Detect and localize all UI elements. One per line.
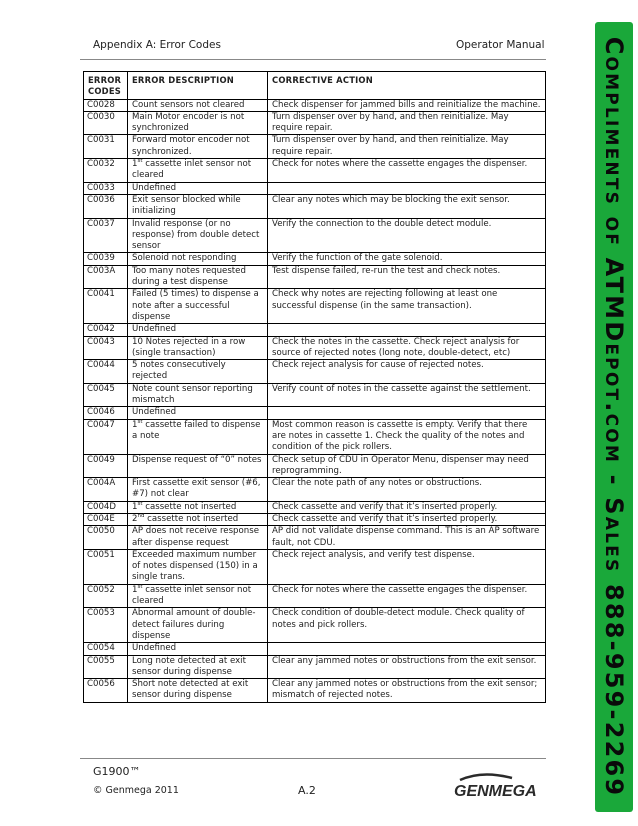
- corrective-action-cell: Check setup of CDU in Operator Menu, dispenser may need reprogramming.: [268, 454, 546, 478]
- header-divider: [80, 59, 546, 60]
- sidebar-banner-text: Compliments of ATMDepot.com - Sales 888-959-2269: [600, 36, 628, 798]
- error-codes-table: [83, 71, 546, 703]
- error-description-cell: Undefined: [128, 324, 268, 336]
- error-description-cell: AP does not receive response after dispense request: [128, 526, 268, 550]
- error-description-cell: Abnormal amount of double-detect failures during dispense: [128, 608, 268, 643]
- error-code-cell: C004D: [84, 501, 128, 513]
- table-row: [84, 135, 546, 159]
- error-description-cell: [128, 501, 268, 513]
- error-code-cell: C0032: [84, 159, 128, 183]
- sidebar-banner: [595, 22, 633, 812]
- table-row: [84, 360, 546, 384]
- table-row: [84, 643, 546, 655]
- table-row: [84, 218, 546, 253]
- error-code-cell: C0052: [84, 584, 128, 608]
- error-description-cell: Exceeded maximum number of notes dispensed (150) in a single trans.: [128, 549, 268, 584]
- genmega-logo: [452, 772, 548, 800]
- corrective-action-cell: Check condition of double-detect module. Check quality of notes and pick rollers.: [268, 608, 546, 643]
- error-code-cell: C0039: [84, 253, 128, 265]
- error-code-cell: C003A: [84, 265, 128, 289]
- error-description-cell: Undefined: [128, 182, 268, 194]
- ordinal-suffix: st: [137, 418, 143, 425]
- table-body: [84, 99, 546, 702]
- error-description-cell: Undefined: [128, 643, 268, 655]
- error-description-cell: Dispense request of “0” notes: [128, 454, 268, 478]
- table-row: [84, 513, 546, 525]
- ordinal-number: 1: [132, 419, 138, 430]
- error-description-cell: Forward motor encoder not synchronized.: [128, 135, 268, 159]
- table-row: [84, 182, 546, 194]
- error-code-cell: C0050: [84, 526, 128, 550]
- description-text: cassette inlet sensor not cleared: [132, 584, 252, 607]
- error-description-cell: [128, 513, 268, 525]
- corrective-action-cell: Test dispense failed, re-run the test and check notes.: [268, 265, 546, 289]
- description-text: cassette not inserted: [144, 513, 239, 524]
- ordinal-suffix: nd: [137, 512, 145, 519]
- table-row: [84, 336, 546, 360]
- column-header-description: ERROR DESCRIPTION: [128, 72, 268, 100]
- error-description-cell: Count sensors not cleared: [128, 99, 268, 111]
- corrective-action-cell: Turn dispenser over by hand, and then reinitialize. May require repair.: [268, 135, 546, 159]
- corrective-action-cell: Verify count of notes in the cassette against the settlement.: [268, 383, 546, 407]
- table-row: [84, 655, 546, 679]
- description-text: cassette inlet sensor not cleared: [132, 159, 252, 181]
- error-description-cell: [128, 159, 268, 183]
- table-row: [84, 584, 546, 608]
- error-code-cell: C0046: [84, 407, 128, 419]
- table-row: [84, 99, 546, 111]
- error-code-cell: C0054: [84, 643, 128, 655]
- table-row: [84, 111, 546, 135]
- description-text: cassette not inserted: [142, 501, 237, 512]
- table-row: [84, 159, 546, 183]
- error-code-cell: C0042: [84, 324, 128, 336]
- table-row: [84, 501, 546, 513]
- error-code-cell: C0045: [84, 383, 128, 407]
- table-row: [84, 289, 546, 324]
- corrective-action-cell: Check dispenser for jammed bills and reinitialize the machine.: [268, 99, 546, 111]
- error-description-cell: 10 Notes rejected in a row (single transaction): [128, 336, 268, 360]
- error-description-cell: Exit sensor blocked while initializing: [128, 194, 268, 218]
- error-description-cell: [128, 419, 268, 454]
- header-section-title: Appendix A: Error Codes: [93, 39, 221, 51]
- corrective-action-cell: [268, 643, 546, 655]
- error-description-cell: First cassette exit sensor (#6, #7) not clear: [128, 478, 268, 502]
- corrective-action-cell: [268, 407, 546, 419]
- logo-text: GENMEGA: [454, 783, 537, 800]
- ordinal-number: 1: [132, 159, 138, 170]
- corrective-action-cell: Check reject analysis for cause of rejected notes.: [268, 360, 546, 384]
- error-description-cell: Solenoid not responding: [128, 253, 268, 265]
- error-code-cell: C0041: [84, 289, 128, 324]
- corrective-action-cell: Verify the connection to the double detect module.: [268, 218, 546, 253]
- footer-divider: [80, 758, 546, 759]
- table-row: [84, 549, 546, 584]
- corrective-action-cell: Check for notes where the cassette engages the dispenser.: [268, 159, 546, 183]
- corrective-action-cell: Clear any jammed notes or obstructions from the exit sensor.: [268, 655, 546, 679]
- table-row: [84, 383, 546, 407]
- table-row: [84, 324, 546, 336]
- error-code-cell: C0030: [84, 111, 128, 135]
- table-row: [84, 454, 546, 478]
- error-code-cell: C004A: [84, 478, 128, 502]
- column-header-action: CORRECTIVE ACTION: [268, 72, 546, 100]
- error-description-cell: [128, 584, 268, 608]
- error-code-cell: C0031: [84, 135, 128, 159]
- error-code-cell: C0028: [84, 99, 128, 111]
- error-code-cell: C0047: [84, 419, 128, 454]
- error-code-cell: C0043: [84, 336, 128, 360]
- corrective-action-cell: AP did not validate dispense command. This is an AP software fault, not CDU.: [268, 526, 546, 550]
- corrective-action-cell: Turn dispenser over by hand, and then reinitialize. May require repair.: [268, 111, 546, 135]
- error-description-cell: Too many notes requested during a test dispense: [128, 265, 268, 289]
- table-row: [84, 407, 546, 419]
- error-code-cell: C0037: [84, 218, 128, 253]
- ordinal-suffix: st: [137, 583, 143, 590]
- corrective-action-cell: Most common reason is cassette is empty. Verify that there are notes in cassette 1. Check the quality of the notes and condition of the pick rollers.: [268, 419, 546, 454]
- header-manual-title: Operator Manual: [456, 39, 545, 51]
- ordinal-suffix: st: [137, 158, 143, 165]
- table-row: [84, 526, 546, 550]
- table-row: [84, 194, 546, 218]
- corrective-action-cell: Clear the note path of any notes or obstructions.: [268, 478, 546, 502]
- table-row: [84, 608, 546, 643]
- column-header-codes: ERROR CODES: [84, 72, 128, 100]
- corrective-action-cell: Clear any notes which may be blocking the exit sensor.: [268, 194, 546, 218]
- footer-model: G1900™: [93, 765, 141, 778]
- corrective-action-cell: Check cassette and verify that it’s inserted properly.: [268, 501, 546, 513]
- table-row: [84, 265, 546, 289]
- corrective-action-cell: Check cassette and verify that it’s inserted properly.: [268, 513, 546, 525]
- table-header-row: [84, 72, 546, 100]
- footer-copyright: © Genmega 2011: [93, 785, 179, 796]
- corrective-action-cell: Check for notes where the cassette engages the dispenser.: [268, 584, 546, 608]
- corrective-action-cell: Check reject analysis, and verify test dispense.: [268, 549, 546, 584]
- error-code-cell: C0049: [84, 454, 128, 478]
- table-row: [84, 419, 546, 454]
- error-code-cell: C0044: [84, 360, 128, 384]
- corrective-action-cell: Clear any jammed notes or obstructions from the exit sensor; mismatch of rejected notes.: [268, 679, 546, 703]
- error-description-cell: Short note detected at exit sensor during dispense: [128, 679, 268, 703]
- ordinal-number: 2: [132, 513, 138, 524]
- table-row: [84, 253, 546, 265]
- error-code-cell: C0053: [84, 608, 128, 643]
- error-description-cell: Invalid response (or no response) from double detect sensor: [128, 218, 268, 253]
- table-row: [84, 478, 546, 502]
- page-number: A.2: [298, 784, 316, 797]
- error-description-cell: 5 notes consecutively rejected: [128, 360, 268, 384]
- corrective-action-cell: Check the notes in the cassette. Check reject analysis for source of rejected notes (long note, double-detect, etc): [268, 336, 546, 360]
- error-code-cell: C0036: [84, 194, 128, 218]
- error-code-cell: C0056: [84, 679, 128, 703]
- error-code-cell: C0033: [84, 182, 128, 194]
- ordinal-number: 1: [132, 501, 138, 512]
- error-description-cell: Long note detected at exit sensor during dispense: [128, 655, 268, 679]
- corrective-action-cell: Check why notes are rejecting following at least one successful dispense (in the same transaction).: [268, 289, 546, 324]
- corrective-action-cell: [268, 182, 546, 194]
- description-text: cassette failed to dispense a note: [132, 419, 261, 441]
- ordinal-number: 1: [132, 584, 138, 595]
- corrective-action-cell: [268, 324, 546, 336]
- error-description-cell: Note count sensor reporting mismatch: [128, 383, 268, 407]
- corrective-action-cell: Verify the function of the gate solenoid.: [268, 253, 546, 265]
- ordinal-suffix: st: [137, 500, 143, 507]
- error-code-cell: C004E: [84, 513, 128, 525]
- error-code-cell: C0055: [84, 655, 128, 679]
- error-description-cell: Failed (5 times) to dispense a note after a successful dispense: [128, 289, 268, 324]
- error-description-cell: Main Motor encoder is not synchronized: [128, 111, 268, 135]
- table-row: [84, 679, 546, 703]
- error-code-cell: C0051: [84, 549, 128, 584]
- error-description-cell: Undefined: [128, 407, 268, 419]
